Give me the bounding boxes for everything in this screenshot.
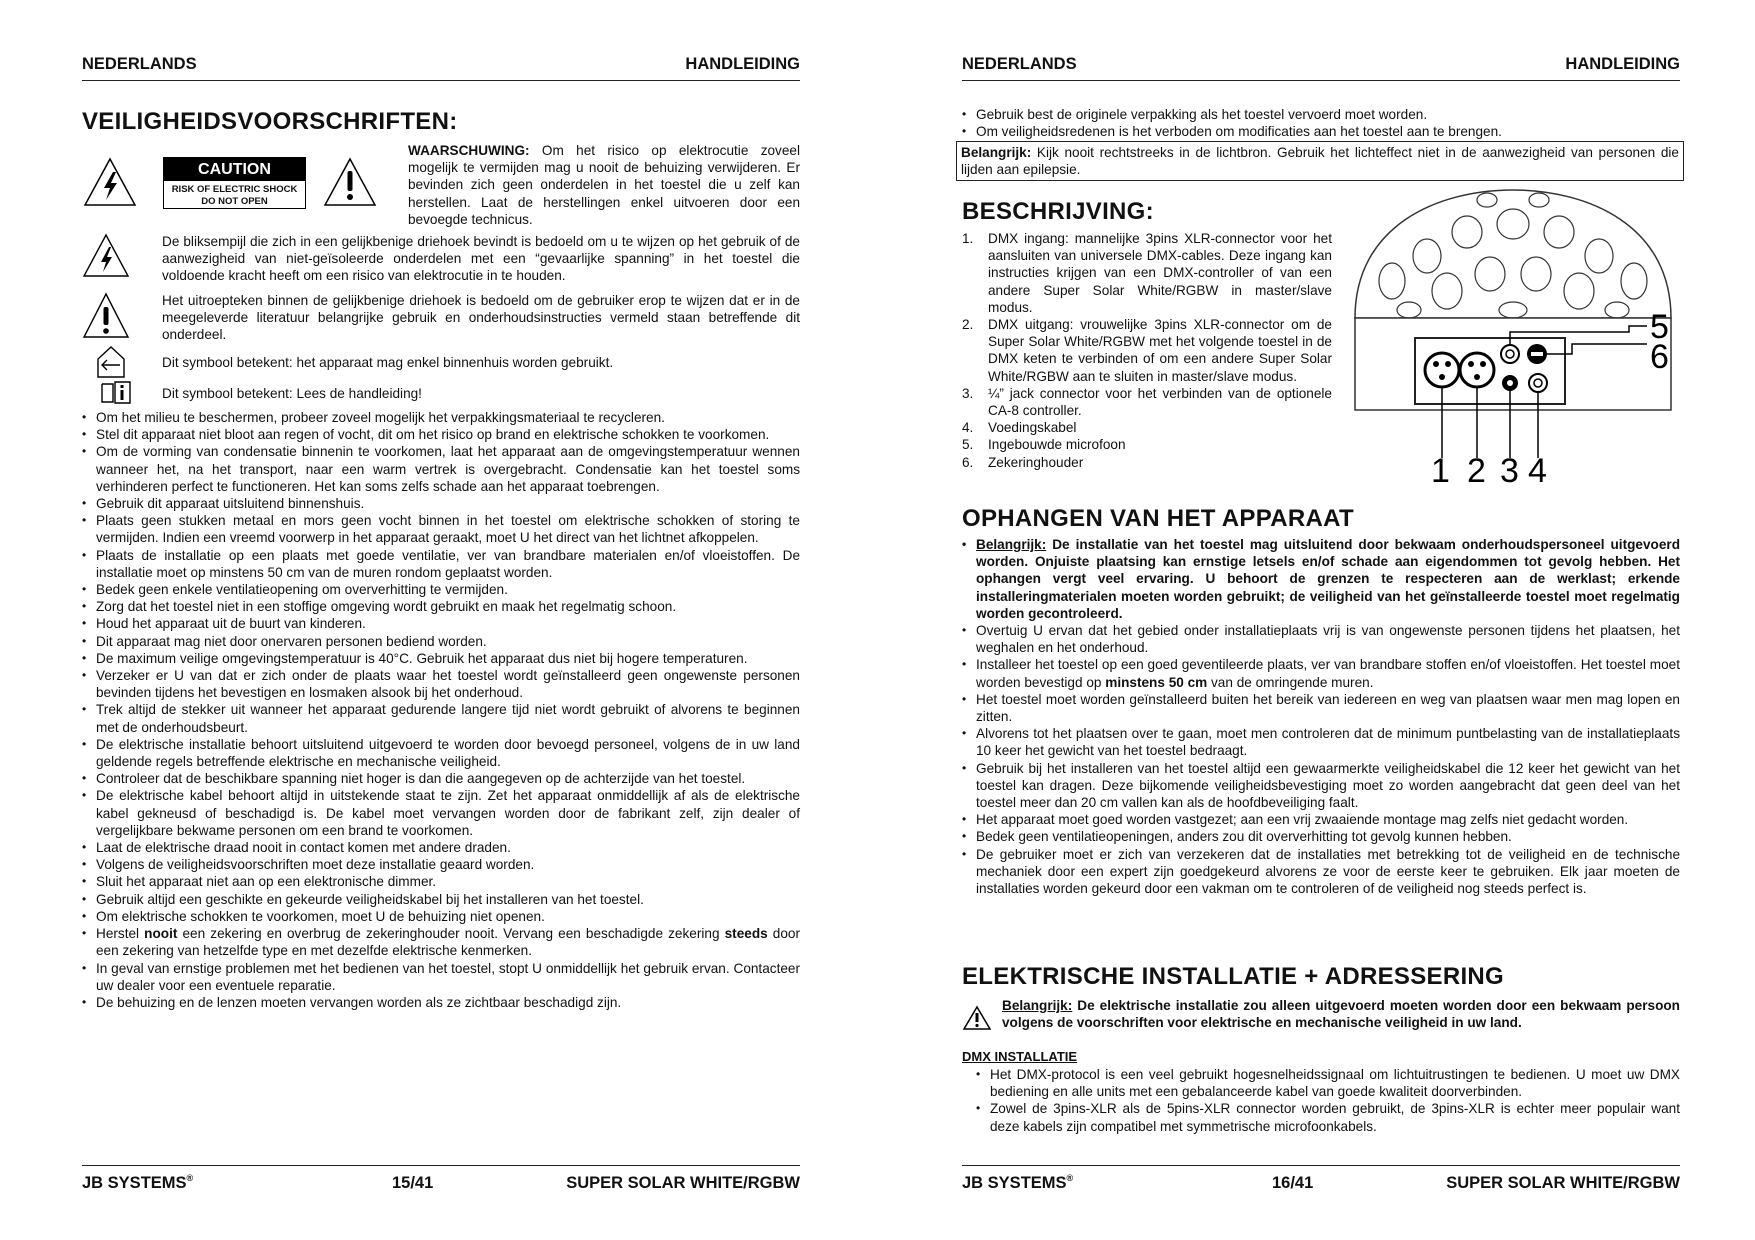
list-item: • De maximum veilige omgevingstemperatuur is 40°C. Gebruik het apparaat dus niet bij hogere temperaturen. bbox=[82, 650, 800, 667]
electrical-title: ELEKTRISCHE INSTALLATIE + ADRESSERING bbox=[962, 963, 1505, 990]
list-item: • De elektrische installatie behoort uitsluitend uitgevoerd te worden door bevoegd personeel, volgens de in uw land geldende regels betreffende elektrische en mechanische veiligheid. bbox=[82, 736, 800, 770]
exclamation-triangle-icon bbox=[82, 292, 130, 340]
description-list bbox=[962, 230, 1332, 471]
list-item bbox=[962, 656, 1680, 690]
item-text: DMX uitgang: vrouwelijke 3pins XLR-connector om de Super Solar White/RGBW met het volgende toestel in de DMX keten te verbinden of om een andere Super Solar White/RGBW aan te sluiten in master/slave modus. bbox=[988, 317, 1332, 384]
indoor-symbol-text: Dit symbool betekent: het apparaat mag enkel binnenhuis worden gebruikt. bbox=[162, 355, 614, 370]
item-text: Voedingskabel bbox=[988, 420, 1077, 436]
item-number: 3. bbox=[962, 385, 974, 401]
list-item: • Om het milieu te beschermen, probeer zoveel mogelijk het verpakkingsmateriaal te recycleren. bbox=[82, 409, 800, 426]
list-item: • Sluit het apparaat niet aan op een elektronische dimmer. bbox=[82, 873, 800, 890]
footer-brand bbox=[82, 1174, 193, 1193]
list-item: • De elektrische kabel behoort altijd in uitstekende staat te zijn. Zet het apparaat onmiddellijk af als de elektrische kabel gekneusd of beschadigd is. De kabel moet vervangen worden door de fabrikant zelf, zijn dealer of vergelijkbare bekwame personen om een brand te voorkomen. bbox=[82, 787, 800, 839]
list-item: • Trek altijd de stekker uit wanneer het apparaat gedurende langere tijd niet wordt gebruikt of alvorens te beginnen met de onderhoudsbeurt. bbox=[82, 701, 800, 735]
item-text: ¼” jack connector voor het verbinden van de optionele CA-8 controller. bbox=[988, 385, 1332, 419]
list-item bbox=[962, 316, 1332, 385]
important-box bbox=[956, 141, 1684, 181]
list-item: • Bedek geen ventilatieopeningen, anders zou dit oververhitting tot gevolg kunnen hebben. bbox=[962, 828, 1680, 845]
list-item: • Om elektrische schokken te voorkomen, moet U de behuizing niet openen. bbox=[82, 908, 800, 925]
exclamation-symbol-text: Het uitroepteken binnen de gelijkbenige driehoek is bedoeld om de gebruiker erop te wijzen dat er in de meegeleverde literatuur belangrijke gebruik en onderhoudsinstructies vermeld staan betreffende dit onderdeel. bbox=[162, 293, 800, 343]
callout-4: 4 bbox=[1528, 452, 1547, 486]
important-label: Belangrijk: bbox=[1002, 998, 1073, 1013]
list-item: • Stel dit apparaat niet bloot aan regen of vocht, dit om het risico op brand en elektrische schokken te voorkomen. bbox=[82, 426, 800, 443]
item-text: DMX ingang: mannelijke 3pins XLR-connector voor het aansluiten van universele DMX-cables. Deze ingang kan instructies krijgen van een DMX-controller of van een andere Super Solar White/RGBW in master/slave modus. bbox=[988, 231, 1332, 315]
list-item: • Zowel de 3pins-XLR als de 5pins-XLR connector worden gebruikt, de 3pins-XLR is echter meer populair want deze kabels zijn compatibel met symmetrische microfoonkabels. bbox=[976, 1100, 1680, 1134]
header-manual: HANDLEIDING bbox=[1565, 55, 1680, 73]
brand-name: JB SYSTEMS bbox=[962, 1174, 1067, 1192]
list-item: • Zorg dat het toestel niet in een stoffige omgeving wordt gebruikt en maak het regelmatig schoon. bbox=[82, 598, 800, 615]
fuse-text: Herstel bbox=[96, 926, 145, 942]
list-item: • Het apparaat moet goed worden vastgezet; aan een vrij zwaaiende montage mag zelfs niet gedacht worden. bbox=[962, 811, 1680, 828]
list-item: • Alvorens tot het plaatsen over te gaan, moet men controleren dat de minimum puntbelasting van de installatieplaats 10 keer het gewicht van het toestel bedraagt. bbox=[962, 725, 1680, 759]
list-item: • Gebruik altijd een geschikte en gekeurde veiligheidskabel bij het installeren van het toestel. bbox=[82, 891, 800, 908]
list-item-fuse bbox=[82, 925, 800, 959]
warning-triangle-icon bbox=[962, 1005, 992, 1031]
fuse-emphasis: nooit bbox=[144, 926, 178, 942]
dmx-bullet-list bbox=[976, 1066, 1680, 1135]
list-item: • Houd het apparaat uit de buurt van kinderen. bbox=[82, 615, 800, 632]
important-label: Belangrijk: bbox=[976, 537, 1047, 552]
footer-brand bbox=[962, 1174, 1073, 1193]
list-item: • Plaats geen stukken metaal en mors geen vocht binnen in het toestel om elektrische schokken of storing te vermijden. Indien een vreemd voorwerp in het apparaat geraakt, moet U het direct van het lichtnet afkoppelen. bbox=[82, 512, 800, 546]
item-text: van de omringende muren. bbox=[1207, 674, 1374, 690]
caution-line-2: DO NOT OPEN bbox=[201, 196, 268, 207]
safety-title: VEILIGHEIDSVOORSCHRIFTEN: bbox=[82, 108, 458, 135]
lightning-symbol-text: De bliksempijl die zich in een gelijkbenige driehoek bevindt is bedoeld om u te wijzen op het gebruik of de aanwezigheid van niet-geïsoleerde onderdelen met een “gevaarlijke spanning” in het toestel die voldoende kracht heeft om een risico van elektrocutie in te houden. bbox=[162, 234, 800, 284]
list-item: • Verzeker er U van dat er zich onder de plaats waar het toestel wordt geïnstalleerd geen ongewenste personen bevinden tijdens het bevestigen en losmaken alsook bij het onderhoud. bbox=[82, 667, 800, 701]
fuse-text: door een zekering van hetzelfde type en met dezelfde elektrische kenmerken. bbox=[96, 926, 800, 959]
list-item: • In geval van ernstige problemen met het bedienen van het toestel, stopt U onmiddellijk het gebruik ervan. Contacteer uw dealer voor een eventuele reparatie. bbox=[82, 960, 800, 994]
list-item: • Om de vorming van condensatie binnenin te voorkomen, laat het apparaat aan de omgevingstemperatuur wennen wanneer het, na het transport, naar een warm vertrek is overgebracht. Condensatie kan het toestel soms verhinderen perfect te functioneren. Het kan soms zelfs schade aan het apparaat toebrengen. bbox=[82, 443, 800, 495]
footer-product: SUPER SOLAR WHITE/RGBW bbox=[1446, 1174, 1680, 1192]
brand-name: JB SYSTEMS bbox=[82, 1174, 187, 1192]
warning-text: Om het risico op elektrocutie zoveel mogelijk te vermijden mag u nooit de behuizing verwijderen. Er bevinden zich geen onderdelen in het toestel die u zelf kan herstellen. Laat de herstellingen enkel uitvoeren door een bevoegde technicus. bbox=[408, 143, 800, 227]
important-text: De installatie van het toestel mag uitsluitend door bekwaam onderhoudspersoneel uitgevoerd worden. Onjuiste plaatsing kan ernstige letsels en/of schade aan eigendommen tot gevolg hebben. Het ophangen vergt veel ervaring. U behoort de grenzen te respecteren aan de werklast; erkende installeringmaterialen moeten worden gebruikt; de veiligheid van het geïnstalleerde toestel moet regelmatig worden gecontroleerd. bbox=[976, 537, 1680, 621]
lightning-triangle-icon bbox=[82, 233, 130, 279]
list-item bbox=[962, 230, 1332, 316]
header-language: NEDERLANDS bbox=[962, 55, 1077, 73]
item-number: 2. bbox=[962, 317, 974, 333]
description-title: BESCHRIJVING: bbox=[962, 198, 1154, 225]
callout-5: 5 bbox=[1650, 308, 1669, 346]
list-item bbox=[962, 419, 1332, 436]
list-item: • Om veiligheidsredenen is het verboden om modificaties aan het toestel aan te brengen. bbox=[962, 123, 1680, 140]
jack-connector bbox=[1502, 375, 1518, 391]
header-manual: HANDLEIDING bbox=[685, 55, 800, 73]
page-footer bbox=[962, 1165, 1680, 1193]
list-item: • Controleer dat de beschikbare spanning niet hoger is dan die aangegeven op de achterzijde van het toestel. bbox=[82, 770, 800, 787]
page-header bbox=[962, 55, 1680, 81]
list-item: • Overtuig U ervan dat het gebied onder installatieplaats vrij is van ongewenste personen tijdens het plaatsen, het weghalen en het onderhoud. bbox=[962, 622, 1680, 656]
safety-bullet-list bbox=[82, 409, 800, 1011]
caution-label bbox=[163, 157, 306, 209]
lightning-triangle-icon bbox=[82, 156, 138, 208]
callout-6: 6 bbox=[1650, 338, 1669, 376]
list-item bbox=[962, 436, 1332, 453]
mounting-bullet-list bbox=[962, 536, 1680, 897]
item-text: Zekeringhouder bbox=[988, 454, 1084, 470]
xlr-input-connector bbox=[1425, 353, 1459, 387]
xlr-output-connector bbox=[1460, 353, 1494, 387]
manual-book-icon bbox=[100, 381, 132, 405]
warning-paragraph bbox=[408, 142, 800, 228]
list-item: • Volgens de veiligheidsvoorschriften moet deze installatie geaard worden. bbox=[82, 856, 800, 873]
footer-product: SUPER SOLAR WHITE/RGBW bbox=[566, 1174, 800, 1192]
list-item: • Plaats de installatie op een plaats met goede ventilatie, ver van brandbare materialen en/of vloeistoffen. De installatie moet op minstens 50 cm van de muren rondom geplaatst worden. bbox=[82, 547, 800, 581]
list-item: • Gebruik best de originele verpakking als het toestel vervoerd moet worden. bbox=[962, 106, 1680, 123]
item-text: Ingebouwde microfoon bbox=[988, 437, 1126, 453]
caution-line-1: RISK OF ELECTRIC SHOCK bbox=[171, 184, 298, 195]
list-item: • Het toestel moet worden geïnstalleerd buiten het bereik van iedereen en weg van plaatsen waar men mag lopen en zitten. bbox=[962, 691, 1680, 725]
list-item-important bbox=[962, 536, 1680, 622]
callout-1: 1 bbox=[1431, 452, 1450, 486]
list-item bbox=[962, 454, 1332, 471]
header-language: NEDERLANDS bbox=[82, 55, 197, 73]
warning-label: WAARSCHUWING: bbox=[408, 143, 530, 158]
top-bullet-list bbox=[962, 106, 1680, 140]
mounting-title: OPHANGEN VAN HET APPARAAT bbox=[962, 505, 1354, 532]
list-item: • De behuizing en de lenzen moeten vervangen worden als ze zichtbaar beschadigd zijn. bbox=[82, 994, 800, 1011]
item-number: 6. bbox=[962, 454, 974, 470]
fuse-emphasis: steeds bbox=[724, 926, 768, 942]
list-item: • De gebruiker moet er zich van verzekeren dat de installaties met betrekking tot de veiligheid en de technische mechaniek door een expert zijn goedgekeurd alvorens ze voor de eerste keer te gebruiken. Elk jaar moeten de installaties worden gekeurd door een vakman om te controleren of de veiligheid nog steeds perfect is. bbox=[962, 846, 1680, 898]
left-page bbox=[82, 0, 800, 1240]
dmx-title-text: DMX INSTALLATIE bbox=[962, 1049, 1078, 1064]
callout-3: 3 bbox=[1500, 452, 1519, 486]
important-label: Belangrijk: bbox=[961, 145, 1032, 160]
list-item: • Dit apparaat mag niet door onervaren personen bediend worden. bbox=[82, 633, 800, 650]
registered-mark: ® bbox=[1066, 1173, 1074, 1183]
item-number: 1. bbox=[962, 231, 974, 246]
page-header bbox=[82, 55, 800, 81]
item-emphasis: minstens 50 cm bbox=[1105, 674, 1208, 690]
item-text: Installeer het toestel op een goed geventileerde plaats, ver van brandbare stoffen en/of vloeistoffen. Het toestel moet worden bevestigd op bbox=[976, 657, 1680, 690]
right-page bbox=[962, 0, 1680, 1240]
list-item: • Het DMX-protocol is een veel gebruikt hogesnelheidssignaal om lichtuitrustingen te bedienen. U moet uw DMX bediening en alle units met een gebalanceerde kabel van goede kwaliteit doorverbinden. bbox=[976, 1066, 1680, 1100]
item-number: 5. bbox=[962, 437, 974, 453]
microphone bbox=[1501, 345, 1519, 363]
list-item: • Laat de elektrische draad nooit in contact komen met andere draden. bbox=[82, 839, 800, 856]
page-number: 16/41 bbox=[1272, 1174, 1314, 1192]
page-footer bbox=[82, 1165, 800, 1193]
fuse-text: een zekering en overbrug de zekeringhouder nooit. Vervang een beschadigde zekering bbox=[177, 926, 725, 942]
list-item: • Gebruik bij het installeren van het toestel altijd een gewaarmerkte veiligheidskabel die 12 keer het gewicht van het toestel kan dragen. Deze bijkomende veiligheidsbevestiging moet zo worden aangebracht dat geen deel van het toestel meer dan 20 cm vallen kan als de hoofdbeveiliging faalt. bbox=[962, 760, 1680, 812]
manual-symbol-text: Dit symbool betekent: Lees de handleiding! bbox=[162, 386, 422, 401]
power-cable-inlet bbox=[1529, 374, 1547, 392]
important-text: Kijk nooit rechtstreeks in de lichtbron. Gebruik het lichteffect niet in de aanwezigheid van personen die lijden aan epilepsie. bbox=[961, 145, 1679, 177]
dmx-section-title bbox=[962, 1048, 1077, 1065]
important-text: De elektrische installatie zou alleen uitgevoerd moeten worden door een bekwaam persoon volgens de voorschriften voor elektrische en mechanische veiligheid in uw land. bbox=[1002, 998, 1680, 1031]
list-item bbox=[962, 385, 1332, 419]
list-item: • Bedek geen enkele ventilatieopening om oververhitting te vermijden. bbox=[82, 581, 800, 598]
callout-2: 2 bbox=[1467, 452, 1486, 486]
device-rear-panel-diagram bbox=[1347, 186, 1680, 486]
exclamation-triangle-icon bbox=[322, 156, 378, 208]
fuse-holder bbox=[1527, 344, 1547, 364]
caution-heading: CAUTION bbox=[164, 158, 305, 181]
indoor-use-icon bbox=[96, 345, 126, 379]
list-item: • Gebruik dit apparaat uitsluitend binnenshuis. bbox=[82, 495, 800, 512]
electrical-important bbox=[1002, 997, 1680, 1031]
item-number: 4. bbox=[962, 420, 974, 436]
registered-mark: ® bbox=[186, 1173, 194, 1183]
page-number: 15/41 bbox=[392, 1174, 434, 1192]
